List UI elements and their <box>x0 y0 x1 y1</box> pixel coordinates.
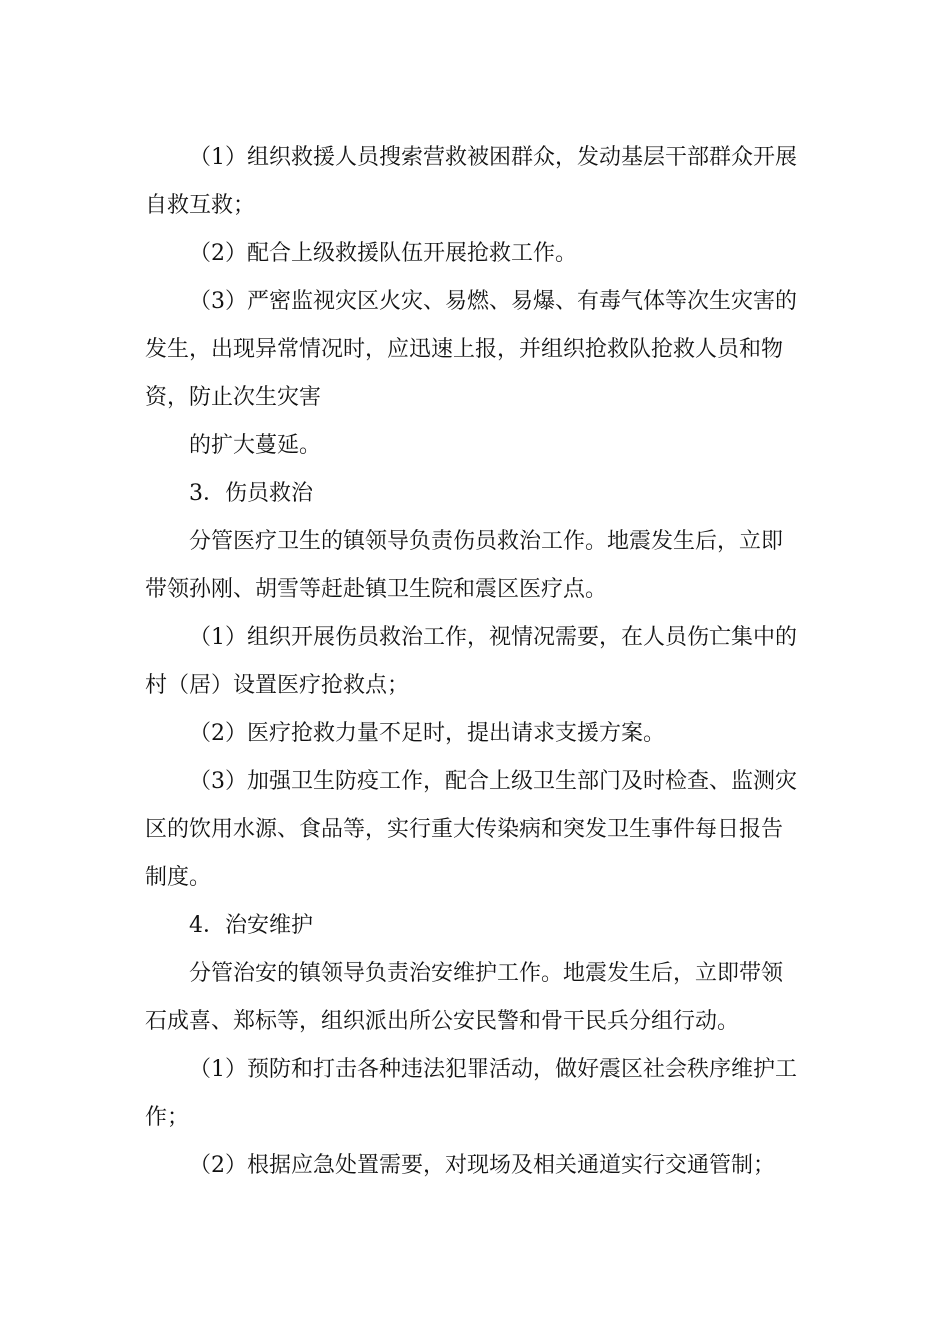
text-line: （3）加强卫生防疫工作，配合上级卫生部门及时检查、监测灾 <box>189 769 797 794</box>
text-line: 石成喜、郑标等，组织派出所公安民警和骨干民兵分组行动。 <box>145 1009 740 1034</box>
text-line: 的扩大蔓延。 <box>189 433 322 458</box>
text-line: 作； <box>145 1105 190 1130</box>
text-line: （1）组织开展伤员救治工作，视情况需要，在人员伤亡集中的 <box>189 625 797 650</box>
text-line: （1）预防和打击各种违法犯罪活动，做好震区社会秩序维护工 <box>189 1057 797 1082</box>
text-line: （3）严密监视灾区火灾、易燃、易爆、有毒气体等次生灾害的 <box>189 289 797 314</box>
document-body <box>145 134 810 1190</box>
text-line: 分管治安的镇领导负责治安维护工作。地震发生后，立即带领 <box>189 961 784 986</box>
text-line: （1）组织救援人员搜索营救被困群众，发动基层干部群众开展 <box>189 145 797 170</box>
text-line: 分管医疗卫生的镇领导负责伤员救治工作。地震发生后，立即 <box>189 529 784 554</box>
text-line: 自救互救； <box>145 193 256 218</box>
text-line: （2）医疗抢救力量不足时，提出请求支援方案。 <box>189 721 665 746</box>
text-line: 村（居）设置医疗抢救点； <box>145 673 410 698</box>
text-line: 制度。 <box>145 865 212 890</box>
section-heading: 4．治安维护 <box>189 913 313 938</box>
text-line: （2）根据应急处置需要，对现场及相关通道实行交通管制； <box>189 1153 775 1178</box>
text-line: 区的饮用水源、食品等，实行重大传染病和突发卫生事件每日报告 <box>145 817 784 842</box>
section-heading: 3．伤员救治 <box>189 481 313 506</box>
text-line: （2）配合上级救援队伍开展抢救工作。 <box>189 241 577 266</box>
text-line: 发生，出现异常情况时，应迅速上报，并组织抢救队抢救人员和物 <box>145 337 784 362</box>
text-line: 资，防止次生灾害 <box>145 385 322 410</box>
text-line: 带领孙刚、胡雪等赶赴镇卫生院和震区医疗点。 <box>145 577 608 602</box>
